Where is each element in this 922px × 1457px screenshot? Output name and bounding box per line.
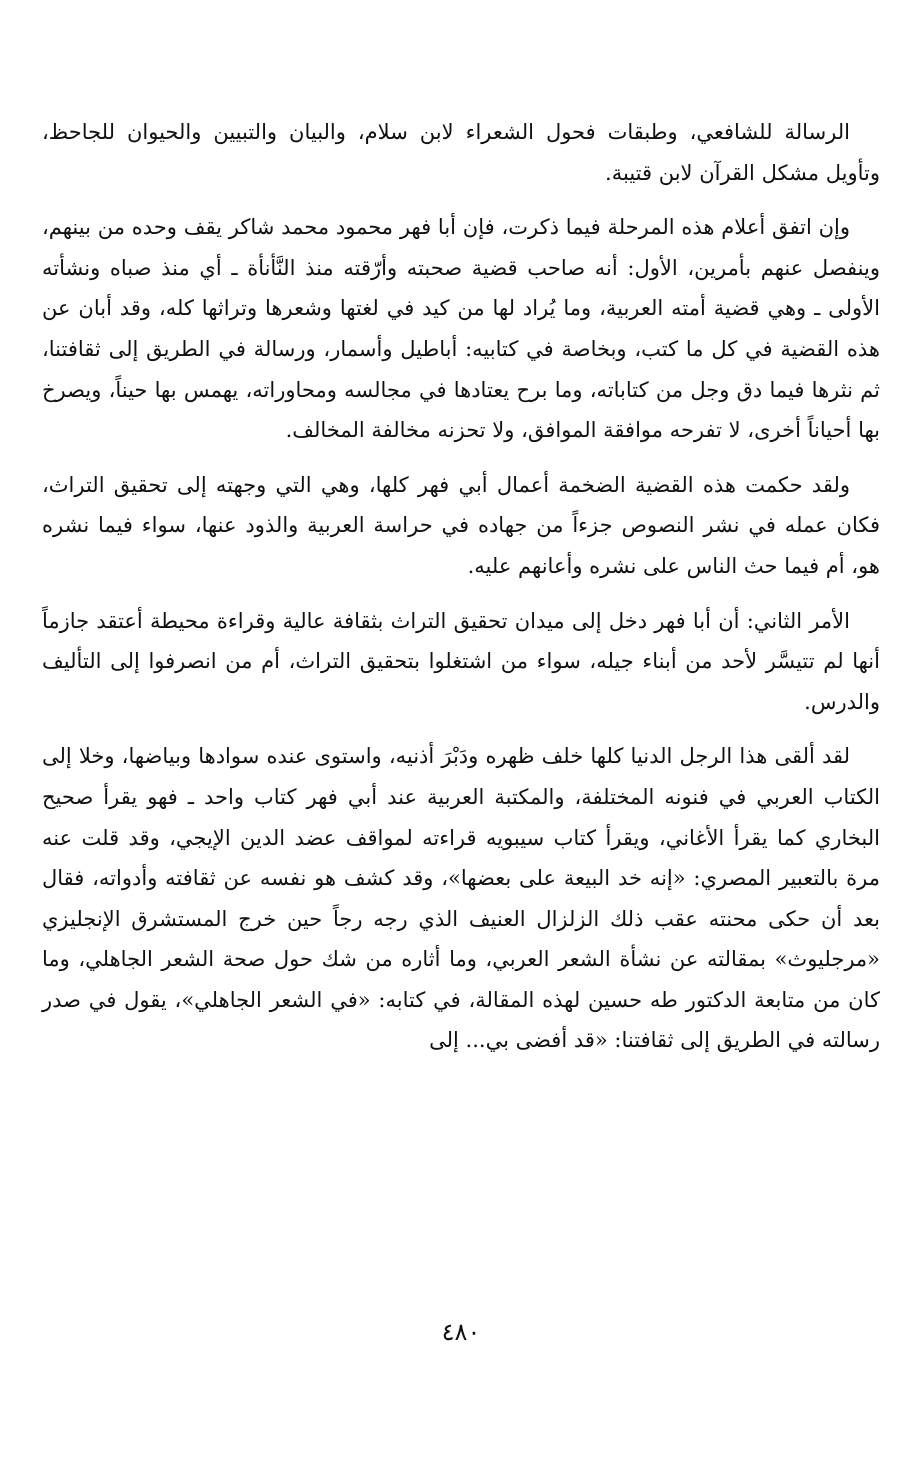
paragraph-5: لقد ألقى هذا الرجل الدنيا كلها خلف ظهره ودَبْرَ أذنيه، واستوى عنده سوادها وبياضها، وخلا إلى الكتاب العربي في فنونه المختلفة، والمكتبة العربية عند أبي فهر كتاب واحد ـ فهو يقرأ صحيح البخاري كما يقرأ الأغاني، ويقرأ كتاب سيبويه قراءته لمواقف عضد الدين الإيجي، وقد قلت عنه مرة بالتعبير المصري: «إنه خد البيعة على بعضها»، وقد كشف هو نفسه عن ثقافته وأدواته، فقال بعد أن حكى محنته عقب ذلك الزلزال العنيف الذي رجه رجاً حين خرج المستشرق الإنجليزي «مرجليوث» بمقالته عن نشأة الشعر العربي، وما أثاره من شك حول صحة الشعر الجاهلي، وما كان من متابعة الدكتور طه حسين لهذه المقالة، في كتابه: «في الشعر الجاهلي»، يقول في صدر رسالته في الطريق إلى ثقافتنا: «قد أفضى بي... إلى <box>42 744 880 1053</box>
page-body <box>42 112 880 1075</box>
paragraph-4: الأمر الثاني: أن أبا فهر دخل إلى ميدان تحقيق التراث بثقافة عالية وقراءة محيطة أعتقد جازماً أنها لم تتيسَّر لأحد من أبناء جيله، سواء من اشتغلوا بتحقيق التراث، أم من انصرفوا إلى التأليف والدرس. <box>42 608 880 714</box>
paragraph-3: ولقد حكمت هذه القضية الضخمة أعمال أبي فهر كلها، وهي التي وجهته إلى تحقيق التراث، فكان عمله في نشر النصوص جزءاً من جهاده في حراسة العربية والذود عنها، سواء فيما نشره هو، أم فيما حث الناس على نشره وأعانهم عليه. <box>42 472 880 578</box>
paragraph-1: الرسالة للشافعي، وطبقات فحول الشعراء لابن سلام، والبيان والتبيين والحيوان للجاحظ، وتأويل مشكل القرآن لابن قتيبة. <box>42 120 880 185</box>
page-number: ٤٨٠ <box>441 1318 481 1346</box>
paragraph-2: وإن اتفق أعلام هذه المرحلة فيما ذكرت، فإن أبا فهر محمود محمد شاكر يقف وحده من بينهم، وينفصل عنهم بأمرين، الأول: أنه صاحب قضية صحبته وأرّقته منذ النَّأنأة ـ أي منذ صباه ونشأته الأولى ـ وهي قضية أمته العربية، وما يُراد لها من كيد في لغتها وشعرها وتراثها كله، وقد أبان عن هذه القضية في كل ما كتب، وبخاصة في كتابيه: أباطيل وأسمار، ورسالة في الطريق إلى ثقافتنا، ثم نثرها فيما دق وجل من كتاباته، وما برح يعتادها في مجالسه ومحاوراته، يهمس بها حيناً، ويصرخ بها أحياناً أخرى، لا تفرحه موافقة الموافق، ولا تحزنه مخالفة المخالف. <box>42 215 880 443</box>
